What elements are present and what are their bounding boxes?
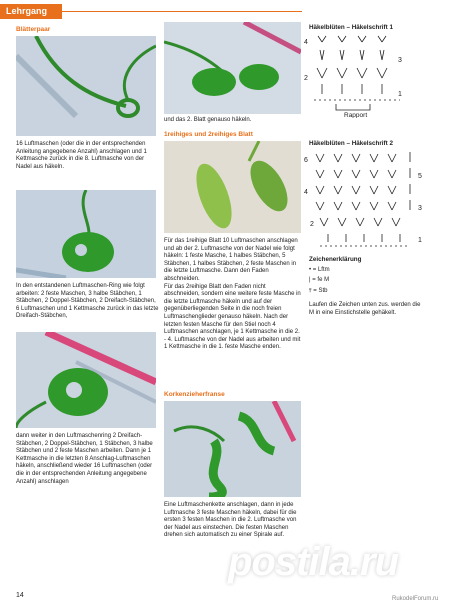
legend-text-lftm: = Lftm [312,267,330,273]
chart1-row-4 [318,36,386,42]
chart1-row-label-3: 3 [398,57,402,64]
para-step-2: In den entstandenen Luftmaschen-Ring wie folgt arbeiten: 2 feste Maschen, 3 halbe Stäbchen, 1 Stäbchen, 2 Doppel-Stäbchen, 2 Dreifach-Stäbchen, 6 Luftmaschen und 1 Kettmasche zurück in das letzte Dreifach-Stäbchen, [16,283,159,320]
double-crochet-icon: ⫯ [309,288,312,294]
chart2-title: Häkelblüten – Häkelschrift 2 [309,140,393,147]
watermark: postila.ru [228,540,399,584]
chart2-row-label-1: 1 [418,237,422,244]
legend-text-fem: = fe M [312,277,330,283]
legend-row-lftm [309,267,330,273]
photo-step-3 [16,332,156,428]
chart1-row-1 [322,84,382,94]
crochet-chart-2 [300,150,430,250]
para-step-4: und das 2. Blatt genauso häkeln. [164,117,252,123]
section-title-blaetterpaar: Blätterpaar [16,26,51,33]
chart1-row-label-2: 2 [304,75,308,82]
para-blatt: Für das 1reihige Blatt 10 Luftmaschen anschlagen und ab der 2. Luftmasche von der Nadel wie folgt häkeln: 1 feste Masche, 1 halbes Stäbchen, 5 Stäbchen, 1 halbes Stäbchen, 2 feste Maschen in die letzte Luftmasche. Dann den Faden abschneiden. Für das 2reihige Blatt den Faden nicht abschneiden, sondern eine weitere feste Masche in die letzte Luftmasche häkeln und auf der gegenüberliegenden Seite in die noch freien Luftmaschenglieder genauso häkeln. Nach der letzten festen Masche für den Stiel noch 4 Luftmaschen anschlagen, je 1 Kettmasche in die 2. - 4. Luftmasche von der Nadel aus arbeiten und mit 1 Kettmasche in die 1. feste Masche enden. [164,238,301,351]
photo-step-2 [16,190,156,278]
para-step-3: dann weiter in den Luftmaschenring 2 Dreifach-Stäbchen, 2 Doppel-Stäbchen, 1 Stäbchen, 3 halbe Stäbchen und 2 feste Maschen arbeiten. Dann je 1 Kettmasche in die letzten 8 Anschlag-Luftmaschen häkeln, anschließend wieder 16 Luftmaschen (oder die in der entsprechenden Anleitung angegebene Anzahl) anschlagen [16,433,153,485]
chart1-title: Häkelblüten – Häkelschrift 1 [309,24,393,31]
legend-title: Zeichenerklärung [309,256,362,263]
chart1-rapport-label: Rapport [344,112,368,118]
chart1-row-label-4: 4 [304,39,308,46]
photo-step-4 [164,22,301,114]
photo-blatt [164,141,301,233]
photo-blatt-image [164,141,301,233]
photo-korkenzieher [164,401,301,497]
photo-step-3-image [16,332,156,428]
single-crochet-icon: | [309,277,311,283]
photo-step-2-image [16,190,156,278]
chart2-row-label-6: 6 [304,157,308,164]
legend-row-stb [309,288,327,295]
photo-step-1 [16,36,156,136]
section-title-korkenzieher: Korkenzieherfranse [164,391,225,398]
para-step-1: 16 Luftmaschen (oder die in der entsprechenden Anleitung angegebene Anzahl) anschlagen und 1 Kettmasche zurück in die 8. Luftmasche von der Nadel aus häkeln. [16,141,147,170]
site-credit: RukodelForum.ru [392,596,439,602]
chart2-row-label-2: 2 [310,221,314,228]
photo-step-1-image [16,36,156,136]
chart1-row-3 [320,50,384,60]
page-number: 14 [16,592,24,599]
section-badge: Lehrgang [0,4,62,19]
section-title-blatt: 1reihiges und 2reihiges Blatt [164,131,253,138]
legend-row-fem [309,277,329,283]
chart2-row-label-4: 4 [304,189,308,196]
para-korkenzieher: Eine Luftmaschenkette anschlagen, dann in jede Luftmasche 3 feste Maschen häkeln, dabei für die ersten 3 festen Maschen in die 2. Luftmasche von der Nadel aus einstechen. Die festen Maschen drehen sich automatisch zu einer Spirale auf. [164,502,297,539]
legend-text-stb: = Stb [313,288,328,294]
photo-korkenzieher-image [164,401,301,497]
chain-stitch-icon: • [309,267,312,273]
chart2-row-label-5: 5 [418,173,422,180]
chart1-row-label-1: 1 [398,91,402,98]
chart1-row-2 [317,68,387,78]
crochet-chart-1 [300,34,420,118]
photo-step-4-image [164,22,301,114]
legend-note: Laufen die Zeichen unten zus. werden die M in eine Einstichstelle gehäkelt. [309,302,421,316]
chart2-row-label-3: 3 [418,205,422,212]
header-rule [62,11,302,12]
